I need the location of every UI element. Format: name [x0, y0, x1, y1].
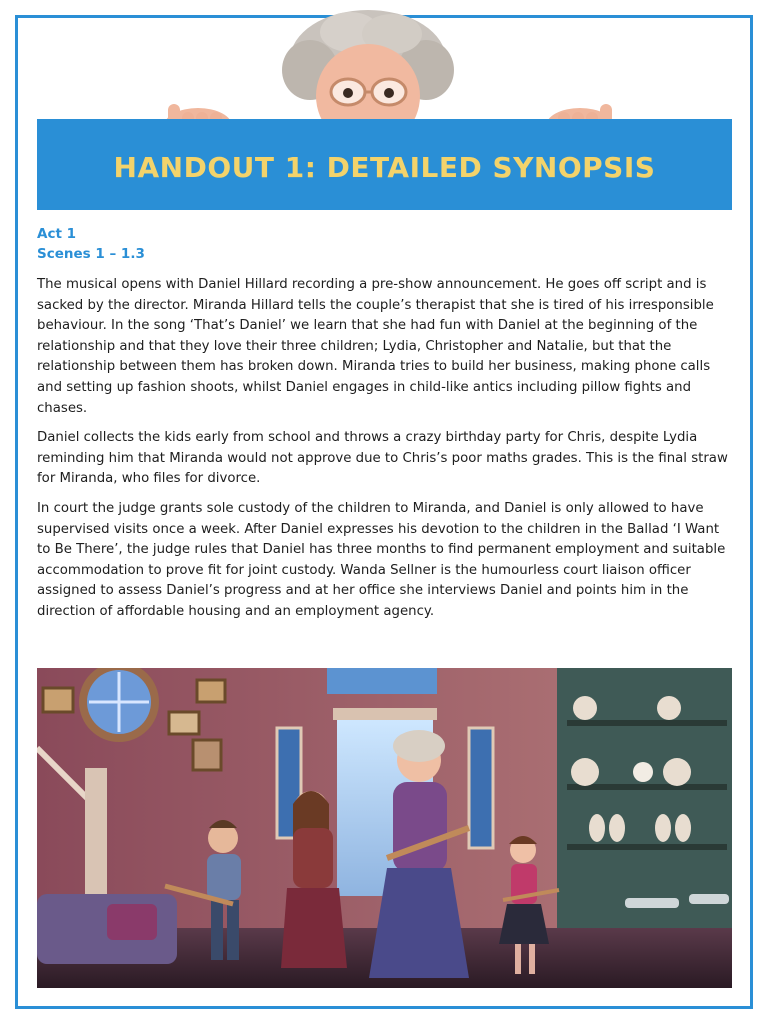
synopsis-paragraph-3: In court the judge grants sole custody of the children to Miranda, and Daniel is only allowed to have supervised visits once a week. After Daniel expresses his devotion to the children in the Ballad ‘I Want to Be There’, the judge rules that Daniel has three months to find permanent employment and suitable accommodation to prove fit for joint custody. Wanda Sellner is the humourless court liaison officer assigned to assess Daniel’s progress and at her office she interviews Daniel and points him in the direction of affordable housing and an employment agency. — [37, 500, 726, 619]
handout-title: HANDOUT 1: DETAILED SYNOPSIS — [113, 151, 656, 184]
synopsis-paragraph-2: Daniel collects the kids early from school and throws a crazy birthday party for Chris, despite Lydia reminding him that Miranda would not approve due to Chris’s poor maths grades. This is the final straw for Miranda, who files for divorce. — [37, 430, 728, 487]
title-banner — [37, 119, 732, 210]
synopsis-content — [37, 224, 732, 632]
scenes-heading: Scenes 1 – 1.3 — [37, 246, 145, 262]
stage-production-photo — [37, 668, 732, 988]
act-heading: Act 1 — [37, 226, 76, 242]
synopsis-paragraph-1: The musical opens with Daniel Hillard recording a pre-show announcement. He goes off script and is sacked by the director. Miranda Hillard tells the couple’s therapist that she is tired of his irresponsible behaviour. In the song ‘That’s Daniel’ we learn that she had fun with Daniel at the beginning of the relationship and that they love their three children; Lydia, Christopher and Natalie, but that the relationship between them has broken down. Miranda tries to build her business, making phone calls and setting up fashion shoots, whilst Daniel engages in child-like antics including pillow fights and chases. — [37, 277, 714, 416]
